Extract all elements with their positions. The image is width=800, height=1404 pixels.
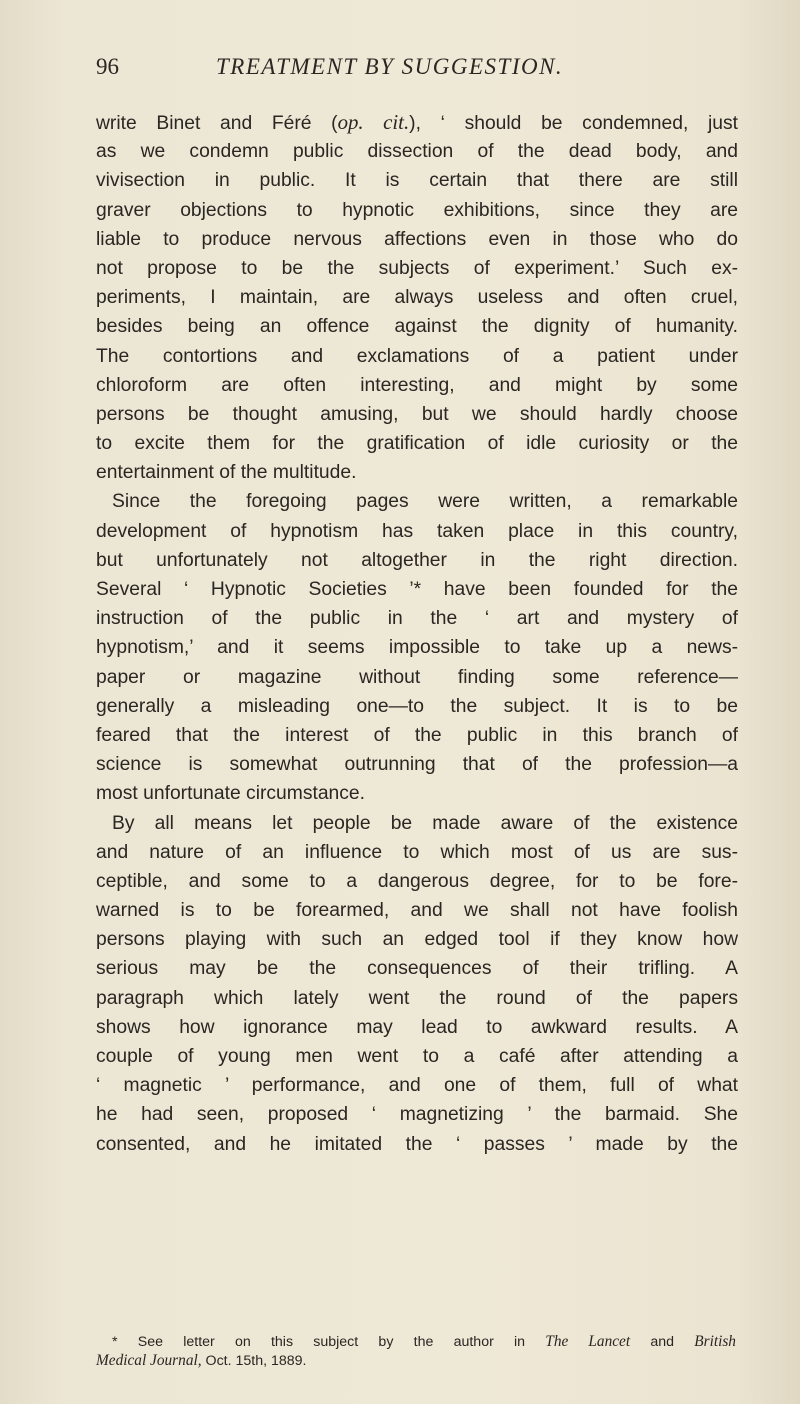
text-line: serious may be the consequences of their trifling. A (96, 958, 738, 980)
journal-title: The Lancet (545, 1333, 631, 1350)
text-line: hypnotism,’ and it seems impossible to take up a news- (96, 637, 738, 659)
text-line: ceptible, and some to a dangerous degree, for to be fore- (96, 870, 738, 892)
text-line: generally a misleading one—to the subject. It is to be (96, 695, 738, 717)
text-line: paragraph which lately went the round of the papers (96, 987, 738, 1009)
italic-text: op. cit. (337, 110, 410, 134)
text-line: shows how ignorance may lead to awkward results. A (96, 1016, 738, 1038)
text-line: instruction of the public in the ‘ art and mystery of (96, 608, 738, 630)
footnote-line (112, 1332, 736, 1351)
footnote (96, 1332, 736, 1370)
text-line: warned is to be forearmed, and we shall not have foolish (96, 900, 738, 922)
text-line: By all means let people be made aware of the existence (112, 812, 738, 834)
text-line: entertainment of the multitude. (96, 462, 357, 484)
page-header (96, 47, 736, 87)
text-line: persons playing with such an edged tool if they know how (96, 929, 738, 951)
text-line: persons be thought amusing, but we should hardly choose (96, 403, 738, 425)
footnote-text: See letter on this subject by the author in (137, 1334, 526, 1350)
text-line: and nature of an influence to which most of us are sus- (96, 841, 738, 863)
text-line: to excite them for the gratification of idle curiosity or the (96, 433, 738, 455)
text-line: The contortions and exclamations of a patient under (96, 345, 738, 367)
paragraph (96, 809, 738, 1159)
text-line: liable to produce nervous affections even in those who do (96, 228, 738, 250)
text-line: but unfortunately not altogether in the right direction. (96, 549, 738, 571)
footnote-conjunction: and (650, 1334, 675, 1350)
text-line: chloroform are often interesting, and might by some (96, 374, 738, 396)
text-line: periments, I maintain, are always useless and often cruel, (96, 287, 738, 309)
text-line: science is somewhat outrunning that of the profession—a (96, 754, 738, 776)
journal-title: British (694, 1333, 736, 1350)
text-line: as we condemn public dissection of the dead body, and (96, 141, 738, 163)
text-line: vivisection in public. It is certain that there are still (96, 170, 738, 192)
footnote-line (96, 1351, 736, 1370)
text-line: Since the foregoing pages were written, a remarkable (112, 491, 738, 513)
running-head: TREATMENT BY SUGGESTION. (216, 54, 564, 79)
text-line: he had seen, proposed ‘ magnetizing ’ the barmaid. She (96, 1104, 738, 1126)
text-line: couple of young men went to a café after attending a (96, 1046, 738, 1067)
paragraph (96, 487, 738, 808)
text-line: paper or magazine without finding some reference— (96, 666, 738, 688)
text-line: consented, and he imitated the ‘ passes ’ made by the (96, 1133, 738, 1155)
text-line: ‘ magnetic ’ performance, and one of them, full of what (96, 1075, 738, 1097)
footnote-date: Oct. 15th, 1889. (205, 1353, 307, 1369)
text-line: besides being an offence against the dignity of humanity. (96, 316, 738, 338)
paragraph (96, 108, 738, 487)
journal-title: Medical Journal, (96, 1352, 202, 1369)
text-line: not propose to be the subjects of experiment.’ Such ex- (96, 257, 738, 279)
text-line: development of hypnotism has taken place in this country, (96, 520, 738, 542)
page-number: 96 (96, 54, 119, 79)
text-line: graver objections to hypnotic exhibitions, since they are (96, 199, 738, 221)
text-line: write Binet and Féré (op. cit.), ‘ should be condemned, just (96, 110, 738, 134)
text-line: feared that the interest of the public in this branch of (96, 724, 738, 746)
text-line: most unfortunate circumstance. (96, 783, 365, 805)
text-line: Several ‘ Hypnotic Societies ’* have been founded for the (96, 579, 738, 600)
footnote-marker: * (112, 1334, 118, 1350)
body-text (96, 108, 738, 1159)
